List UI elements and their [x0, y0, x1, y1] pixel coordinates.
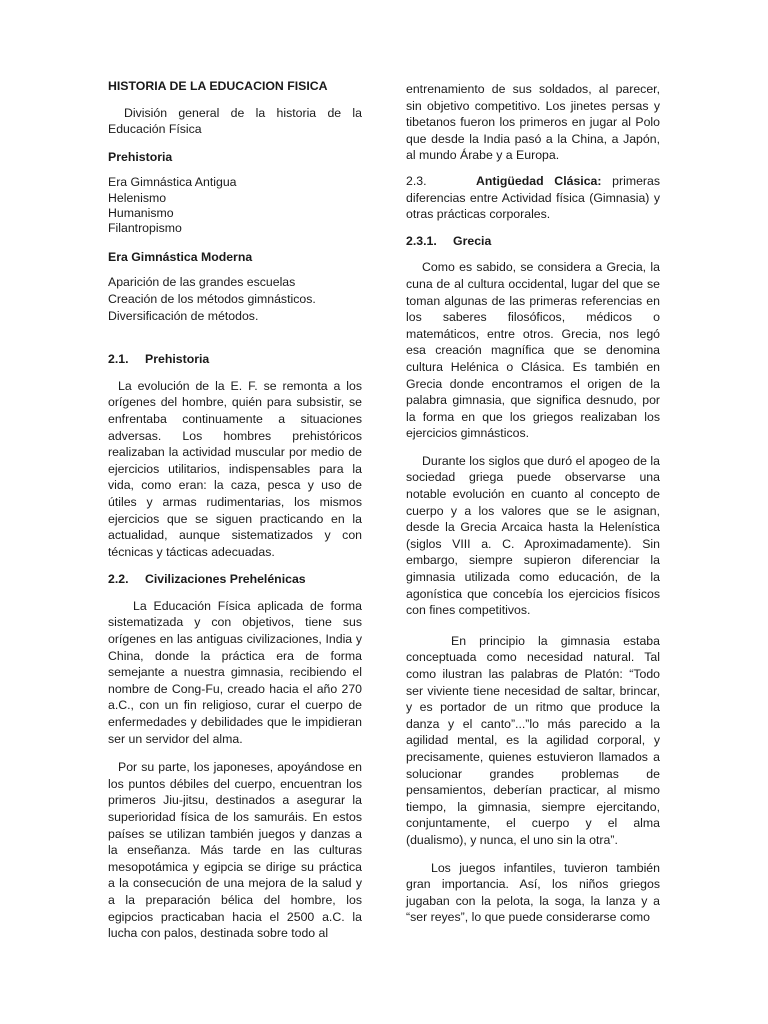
- prehistoria-label: Prehistoria: [108, 149, 173, 164]
- division-heading: División general de la historia de la Educación Física: [108, 105, 362, 137]
- section-heading-2-3: [406, 173, 660, 223]
- left-column: [108, 78, 362, 951]
- paragraph-grecia-1: Como es sabido, se considera a Grecia, la cuna de al cultura occidental, lugar del que se toman algunas de las primeras referencias en los saberes filosóficos, médicos o matemáticos, entre otros. Grecia, nos legó esa creación magnífica que se denomina cultura Helénica o Clásica. Es también en Grecia donde encontramos el origen de la palabra gimnasia, que significa desnudo, por la forma en que los griegos realizaban los ejercicios gimnásticos.: [406, 260, 660, 441]
- list-item: Filantropismo: [108, 221, 182, 236]
- paragraph-grecia-2: Durante los siglos que duró el apogeo de la sociedad griega puede observarse una notable evolución en cuanto al concepto de cuerpo y a los valores que se le asignan, desde la Grecia Arcaica hasta la Helenística (siglos VIII a. C. Aproximadamente). Sin embargo, siempre supieron diferenciar la gimnasia utilizada como educación, de la agonística que concebía los ejercicios físicos con fines competitivos.: [406, 453, 660, 618]
- list-item: Aparición de las grandes escuelas: [108, 275, 296, 290]
- paragraph-grecia-3: En principio la gimnasia estaba conceptuada como necesidad natural. Tal como ilustran las palabras de Platón: “Todo ser viviente tiene necesidad de saltar, brincar, y es portador de un ritmo que produce la danza y el canto”...”lo más parecido a la agilidad mental, es la agilidad corporal, y precisamente, quienes estuvieron llamados a solucionar grandes problemas de pensamientos, deberían practicar, al mismo tiempo, la gimnasia, siempre ejercitando, conjuntamente, el cuerpo y el alma (dualismo), y nunca, el uno sin la otra”.: [406, 633, 660, 847]
- list-item: Era Gimnástica Antigua: [108, 175, 237, 190]
- right-column: [406, 81, 660, 935]
- paragraph-continuation: entrenamiento de sus soldados, al parecer, sin objetivo competitivo. Los jinetes persas y tibetanos fueron los primeros en jugar al Polo que desde la India pasó a la China, a Japón, al mundo Árabe y a Europa.: [406, 82, 660, 163]
- eras-list-antigua: [108, 175, 362, 236]
- section-number: 2.2.: [108, 572, 129, 587]
- section-number: 2.3.: [406, 173, 427, 188]
- section-heading-2-2: [108, 571, 362, 588]
- list-item: Creación de los métodos gimnásticos.: [108, 292, 316, 307]
- paragraph-prehistoria: La evolución de la E. F. se remonta a los orígenes del hombre, quién para subsistir, se enfrentaba continuamente a situaciones adversas. Los hombres prehistóricos realizaban la actividad muscular por medio de ejercicios utilitarios, indispensables para la vida, como eran: la caza, pesca y uso de útiles y armas rudimentarias, los mismos ejercicios que se siguen practicando en la actualidad, aunque sistematizados y con técnicas y tácticas adecuadas.: [108, 378, 362, 559]
- eras-list-moderna: [108, 274, 362, 325]
- paragraph-grecia-4: Los juegos infantiles, tuvieron también gran importancia. Así, los niños griegos jugaban con la pelota, la soga, la lanza y a “ser reyes”, lo que puede considerarse como: [406, 860, 660, 925]
- list-item: Helenismo: [108, 190, 167, 205]
- section-heading-2-3-1: [406, 233, 660, 250]
- section-title: Prehistoria: [145, 352, 210, 367]
- paragraph-prehelenicas-1: La Educación Física aplicada de forma sistematizada y con objetivos, tiene sus orígenes en las antiguas civilizaciones, India y China, donde la práctica era de forma semejante a nuestra gimnasia, recibiendo el nombre de Cong-Fu, creado hacia el año 270 a.C., con un fin religioso, curar el cuerpo de enfermedades y debilidades que le impidieran ser un servidor del alma.: [108, 598, 362, 746]
- section-number: 2.3.1.: [406, 233, 437, 248]
- document-title: HISTORIA DE LA EDUCACION FISICA: [108, 79, 328, 93]
- section-subtitle: primeras diferencias entre Actividad física (Gimnasia) y otras prácticas corporales.: [406, 173, 660, 222]
- section-number: 2.1.: [108, 352, 129, 367]
- section-title: Grecia: [453, 233, 492, 248]
- section-title: Civilizaciones Prehelénicas: [145, 572, 306, 587]
- section-heading-2-1: [108, 351, 362, 368]
- list-item: Humanismo: [108, 205, 174, 220]
- section-title: Antigüedad Clásica:: [476, 173, 602, 188]
- paragraph-prehelenicas-2: Por su parte, los japoneses, apoyándose en los puntos débiles del cuerpo, encuentran los primeros Jiu-jitsu, destinados a asegurar la superioridad física de los samuráis. En estos países se utilizan también juegos y danzas a la enseñanza. Más tarde en las culturas mesopotámica y egipcia se dirige su práctica a la consecución de una mejora de la salud y a la preparación bélica del hombre, los egipcios practicaban hacia el 2500 a.C. la lucha con palos, destinada sobre todo al: [108, 760, 362, 941]
- moderna-label: Era Gimnástica Moderna: [108, 249, 253, 264]
- list-item: Diversificación de métodos.: [108, 309, 259, 324]
